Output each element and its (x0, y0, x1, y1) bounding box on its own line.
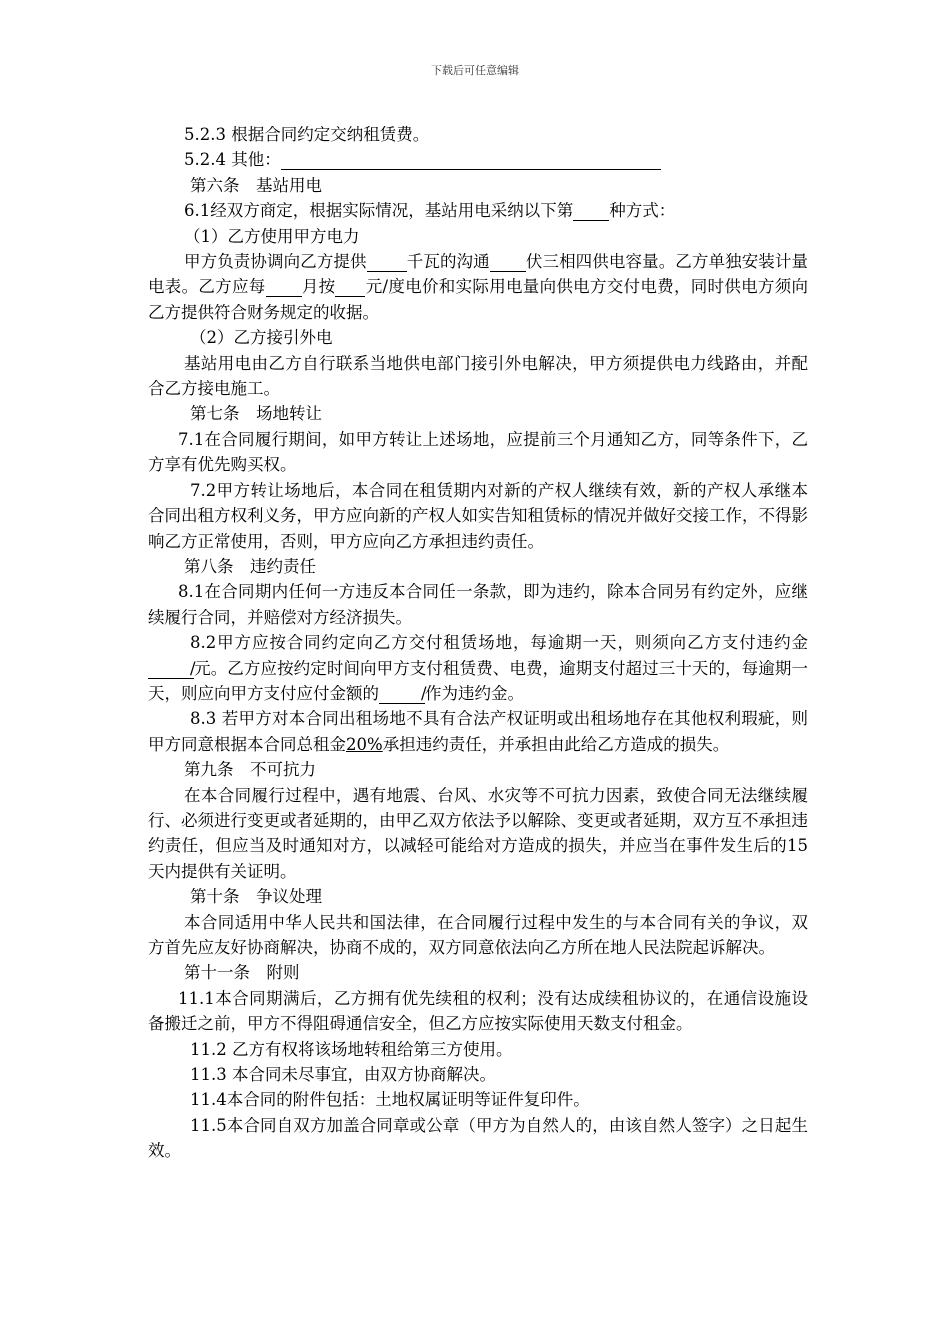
clause-8-2-part-c: 作为违约金。 (425, 683, 524, 703)
penalty-blank-2: / (379, 685, 425, 704)
contract-body (148, 122, 808, 1164)
clause-5-2-3: 5.2.3 根据合同约定交纳租赁费。 (184, 125, 430, 144)
article-9-title: 第九条 不可抗力 (184, 760, 316, 780)
clause-11-3: 11.3 本合同未尽事宜，由双方协商解决。 (190, 1065, 496, 1085)
clause-8-3 (148, 706, 808, 757)
clause-7-1: 7.1在合同履行期间，如甲方转让上述场地，应提前三个月通知乙方，同等条件下，乙方享有优先购买权。 (148, 429, 808, 475)
clause-11-4: 11.4本合同的附件包括：土地权属证明等证件复印件。 (190, 1090, 590, 1110)
penalty-percent: 20% (346, 734, 383, 754)
price-blank (335, 278, 365, 297)
option-1-part-b: 千瓦的沟通 (406, 252, 490, 272)
option-1-title: （1）乙方使用甲方电力 (184, 226, 360, 246)
clause-11-5: 11.5本合同自双方加盖合同章或公章（甲方为自然人的，由该自然人签字）之日起生效。 (148, 1115, 808, 1161)
clause-6-1-text-end: 种方式： (609, 201, 676, 221)
clause-11-1: 11.1本合同期满后，乙方拥有优先续租的权利；没有达成续租协议的，在通信设施设备搬迁之前，甲方不得阻碍通信安全，但乙方应按实际使用天数支付租金。 (148, 988, 808, 1034)
article-8-title: 第八条 违约责任 (184, 556, 316, 576)
article-10-title: 第十条 争议处理 (190, 887, 322, 907)
method-blank (573, 202, 609, 221)
volt-blank (490, 253, 526, 272)
option-1-part-c: 伏三相四供电容量。乙方单独安装计量电表。乙方应每 (148, 252, 809, 297)
clause-8-1: 8.1在合同期内任何一方违反本合同任一条款，即为违约，除本合同另有约定外，应继续履行合同，并赔偿对方经济损失。 (148, 582, 808, 627)
option-2-title: （2）乙方接引外电 (190, 328, 333, 348)
other-blank (281, 151, 661, 170)
clause-5-2-4 (148, 147, 808, 172)
clause-8-2-part-b: 元。乙方应按约定时间向甲方支付租赁费、电费，逾期支付超过三十天的，每逾期一天，则应向甲方支付应付金额的 (148, 658, 808, 703)
article-11-title: 第十一条 附则 (184, 963, 300, 983)
clause-8-2 (148, 630, 808, 706)
clause-6-1 (148, 198, 808, 223)
clause-11-2: 11.2 乙方有权将该场地转租给第三方使用。 (190, 1039, 513, 1059)
article-9-text: 在本合同履行过程中，遇有地震、台风、水灾等不可抗力因素，致使合同无法继续履行、必须进行变更或者延期的，由甲乙双方依法予以解除、变更或者延期，双方互不承担违约责任，但应当及时通知对方，以减轻可能给对方造成的损失，并应当在事件发生后的15天内提供有关证明。 (148, 785, 808, 881)
clause-8-3-part-b: 承担违约责任，并承担由此给乙方造成的损失。 (382, 734, 730, 754)
clause-8-2-part-a: 8.2甲方应按合同约定向乙方交付租赁场地，每逾期一天，则须向乙方支付违约金 (190, 633, 808, 653)
article-7-title: 第七条 场地转让 (190, 404, 322, 424)
kilowatt-blank (367, 253, 407, 272)
clause-5-2-4-label: 5.2.4 其他： (184, 150, 281, 170)
option-1-text (148, 249, 808, 325)
clause-8-3-part-a: 8.3 若甲方对本合同出租场地不具有合法产权证明或出租场地存在其他权利瑕疵，则甲方同意根据本合同总租金 (148, 709, 808, 754)
clause-6-1-text: 6.1经双方商定，根据实际情况，基站用电采纳以下第 (184, 201, 574, 221)
option-2-text: 基站用电由乙方自行联系当地供电部门接引外电解决，甲方须提供电力线路由，并配合乙方接电施工。 (148, 353, 808, 399)
month-blank (266, 278, 302, 297)
option-1-part-a: 甲方负责协调向乙方提供 (184, 252, 367, 272)
page-header: 下载后可任意编辑 (431, 64, 519, 77)
option-1-part-e: 元/度电价和实际用电量向供电方交付电费，同时供电方须向乙方提供符合财务规定的收据。 (148, 277, 809, 322)
clause-7-2: 7.2甲方转让场地后，本合同在租赁期内对新的产权人继续有效，新的产权人承继本合同出租方权利义务，甲方应向新的产权人如实告知租赁标的情况并做好交接工作，不得影响乙方正常使用，否则，甲方应向乙方承担违约责任。 (148, 480, 808, 551)
penalty-blank-1: / (148, 660, 194, 679)
article-10-text: 本合同适用中华人民共和国法律，在合同履行过程中发生的与本合同有关的争议，双方首先应友好协商解决，协商不成的，双方同意依法向乙方所在地人民法院起诉解决。 (148, 912, 808, 957)
option-1-part-d: 月按 (301, 277, 336, 297)
article-6-title: 第六条 基站用电 (190, 175, 322, 195)
